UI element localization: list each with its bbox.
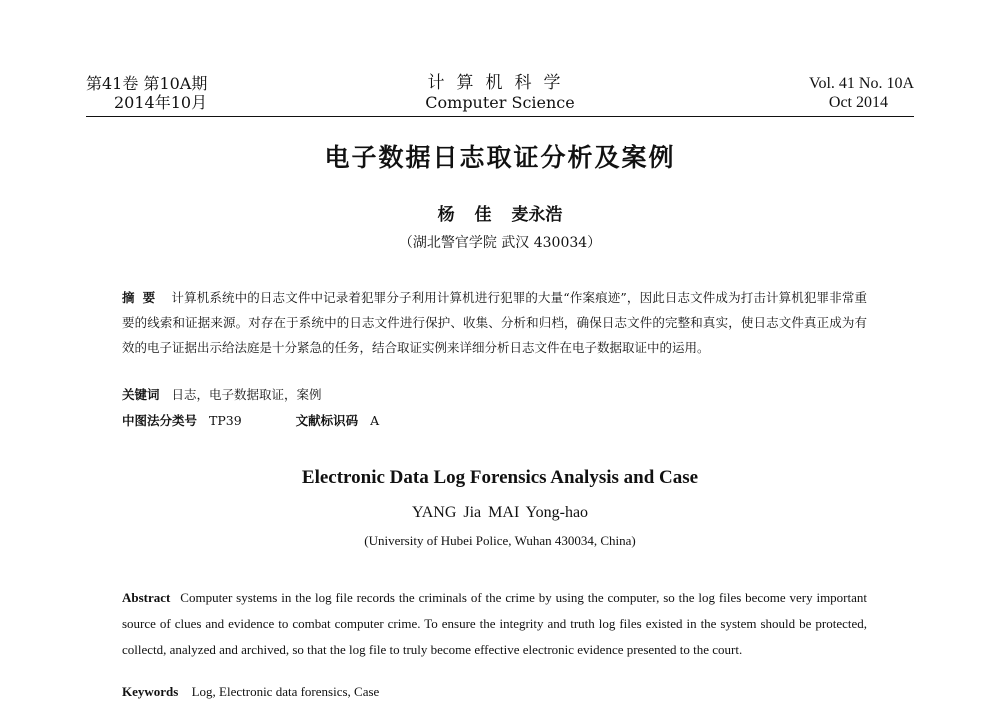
abstract-en bbox=[122, 585, 867, 663]
volume-issue-cn: 第41卷 第10A期 bbox=[86, 74, 208, 93]
journal-name-en: Computer Science bbox=[425, 93, 575, 112]
header-center bbox=[86, 74, 914, 112]
affiliation-en: (University of Hubei Police, Wuhan 430034, China) bbox=[364, 533, 636, 548]
journal-name-cn: 计算机科学 bbox=[427, 73, 573, 93]
keywords-text-en: Log, Electronic data forensics, Case bbox=[191, 684, 380, 699]
keywords-label-cn: 关键词 bbox=[122, 387, 160, 402]
keywords-en bbox=[122, 684, 379, 700]
doc-code-value: A bbox=[370, 413, 380, 428]
abstract-label-cn: 摘要 bbox=[122, 290, 164, 305]
volume-issue-en: Vol. 41 No. 10A bbox=[808, 75, 914, 92]
abstract-text-cn: 计算机系统中的日志文件中记录着犯罪分子利用计算机进行犯罪的大量“作案痕迹”，因此日志文件成为打击计算机犯罪非常重要的线索和证据来源。对存在于系统中的日志文件进行保护、收集、分析和归档，确保日志文件的完整和真实，使日志文件真正成为有效的电子证据出示给法庭是十分紧急的任务，结合取证实例来详细分析日志文件在电子数据取证中的运用。 bbox=[122, 290, 867, 355]
classification-line bbox=[122, 411, 379, 431]
abstract-label-en: Abstract bbox=[122, 590, 171, 605]
keywords-cn bbox=[122, 385, 322, 405]
keywords-text-cn: 日志，电子数据取证，案例 bbox=[171, 387, 322, 402]
paper-title-en: Electronic Data Log Forensics Analysis and Case bbox=[301, 467, 699, 488]
abstract-cn bbox=[122, 285, 867, 360]
paper-title-cn: 电子数据日志取证分析及案例 bbox=[324, 143, 676, 172]
affiliation-cn: （湖北警官学院 武汉 430034） bbox=[398, 235, 602, 251]
keywords-label-en: Keywords bbox=[122, 684, 179, 699]
date-en: Oct 2014 bbox=[828, 94, 888, 111]
clc-value: TP39 bbox=[209, 413, 242, 428]
authors-cn: 杨 佳 麦永浩 bbox=[437, 205, 563, 225]
date-cn: 2014年10月 bbox=[114, 93, 208, 112]
header-right bbox=[809, 74, 914, 112]
clc-label: 中图法分类号 bbox=[122, 413, 198, 428]
authors-en: YANG Jia MAI Yong-hao bbox=[411, 504, 589, 521]
doc-code-label: 文献标识码 bbox=[295, 413, 359, 428]
running-header bbox=[86, 74, 914, 117]
abstract-text-en: Computer systems in the log file records the criminals of the crime by using the computer, so the log files become very important source of clues and evidence to combat computer crime. To ensure the integrity and truth log files existed in the system should be protected, collectd, analyzed and archived, so that the log file to truly become effective electronic evidence presented to the court. bbox=[122, 590, 867, 657]
